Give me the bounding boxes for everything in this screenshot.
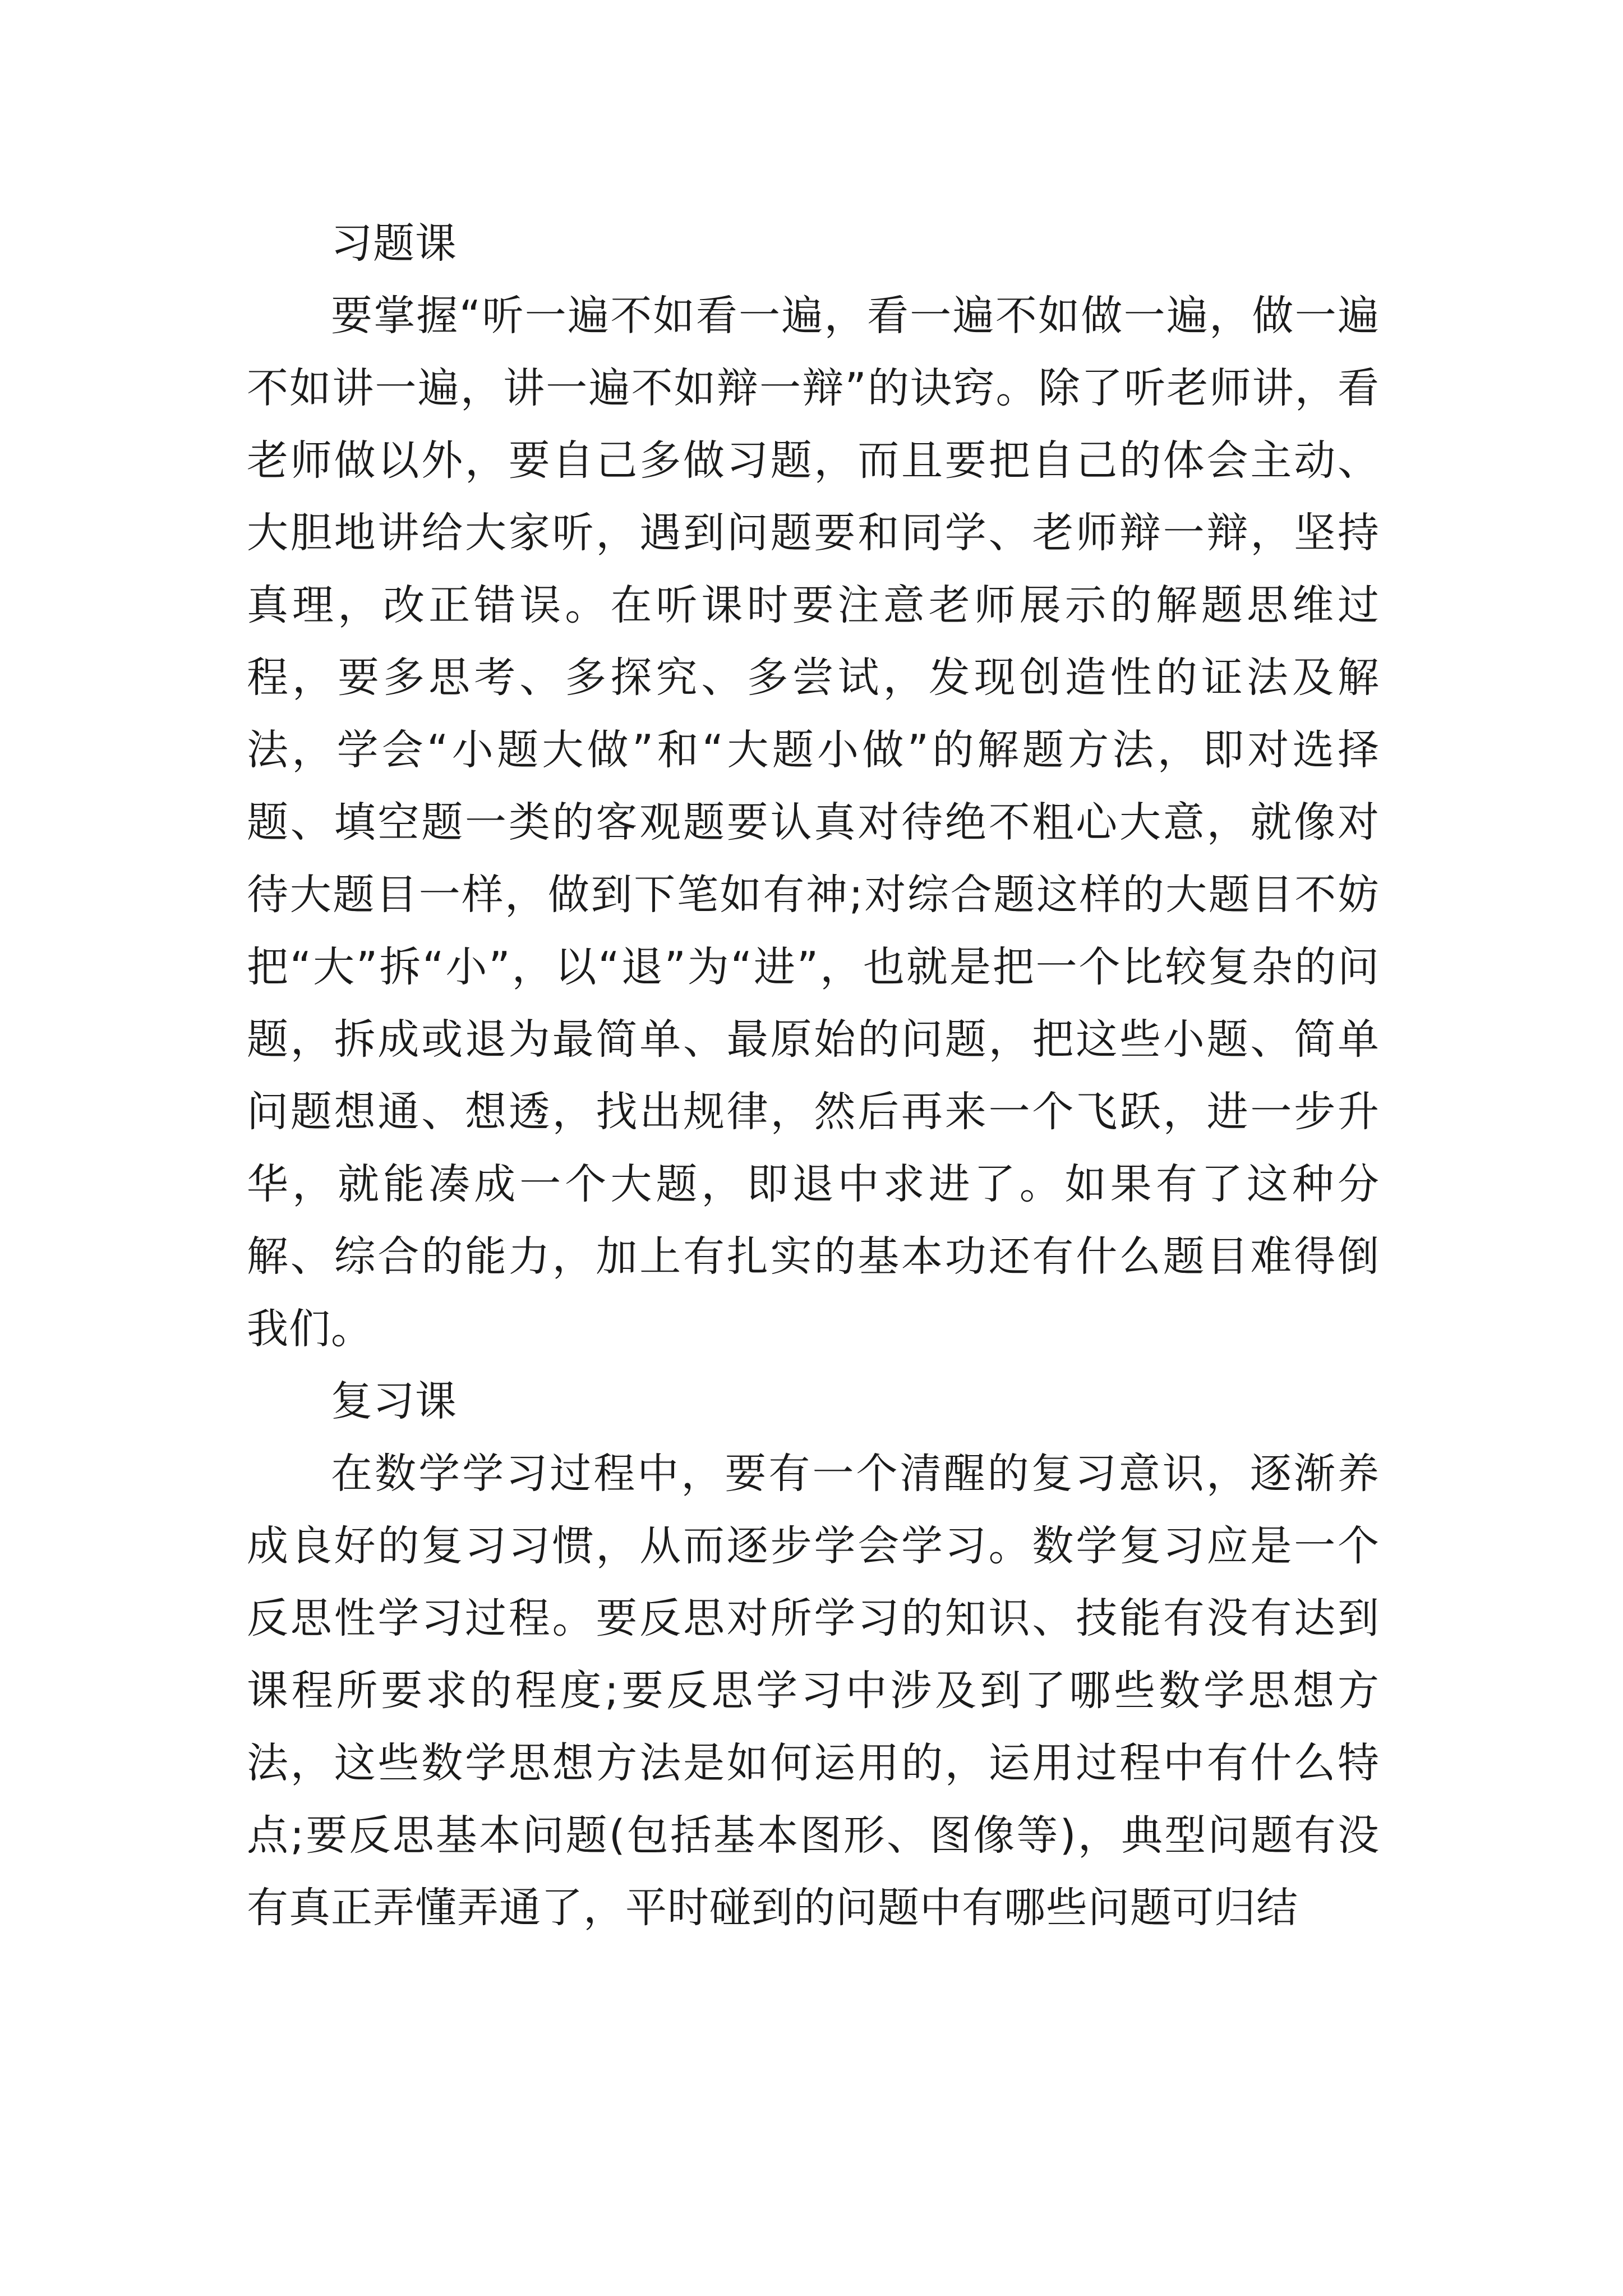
- section-heading: 习题课: [331, 219, 457, 268]
- section-heading: 复习课: [331, 1377, 457, 1425]
- section-paragraph: 要掌握“听一遍不如看一遍，看一遍不如做一遍，做一遍不如讲一遍，讲一遍不如辩一辩”的诀窍。除了听老师讲，看老师做以外，要自己多做习题，而且要把自己的体会主动、大胆地讲给大家听，遇到问题要和同学、老师辩一辩，坚持真理，改正错误。在听课时要注意老师展示的解题思维过程，要多思考、多探究、多尝试，发现创造性的证法及解法，学会“小题大做”和“大题小做”的解题方法，即对选择题、填空题一类的客观题要认真对待绝不粗心大意，就像对待大题目一样，做到下笔如有神;对综合题这样的大题目不妨把“大”拆“小”，以“退”为“进”，也就是把一个比较复杂的问题，拆成或退为最简单、最原始的问题，把这些小题、简单问题想通、想透，找出规律，然后再来一个飞跃，进一步升华，就能凑成一个大题，即退中求进了。如果有了这种分解、综合的能力，加上有扎实的基本功还有什么题目难得倒我们。: [247, 292, 1380, 1353]
- section-review-class: [247, 1365, 1380, 1944]
- section-paragraph: 在数学学习过程中，要有一个清醒的复习意识，逐渐养成良好的复习习惯，从而逐步学会学习。数学复习应是一个反思性学习过程。要反思对所学习的知识、技能有没有达到课程所要求的程度;要反思学习中涉及到了哪些数学思想方法，这些数学思想方法是如何运用的，运用过程中有什么特点;要反思基本问题(包括基本图形、图像等)，典型问题有没有真正弄懂弄通了，平时碰到的问题中有哪些问题可归结: [247, 1450, 1380, 1932]
- document-page: [247, 208, 1380, 1944]
- section-exercise-class: [247, 208, 1380, 1365]
